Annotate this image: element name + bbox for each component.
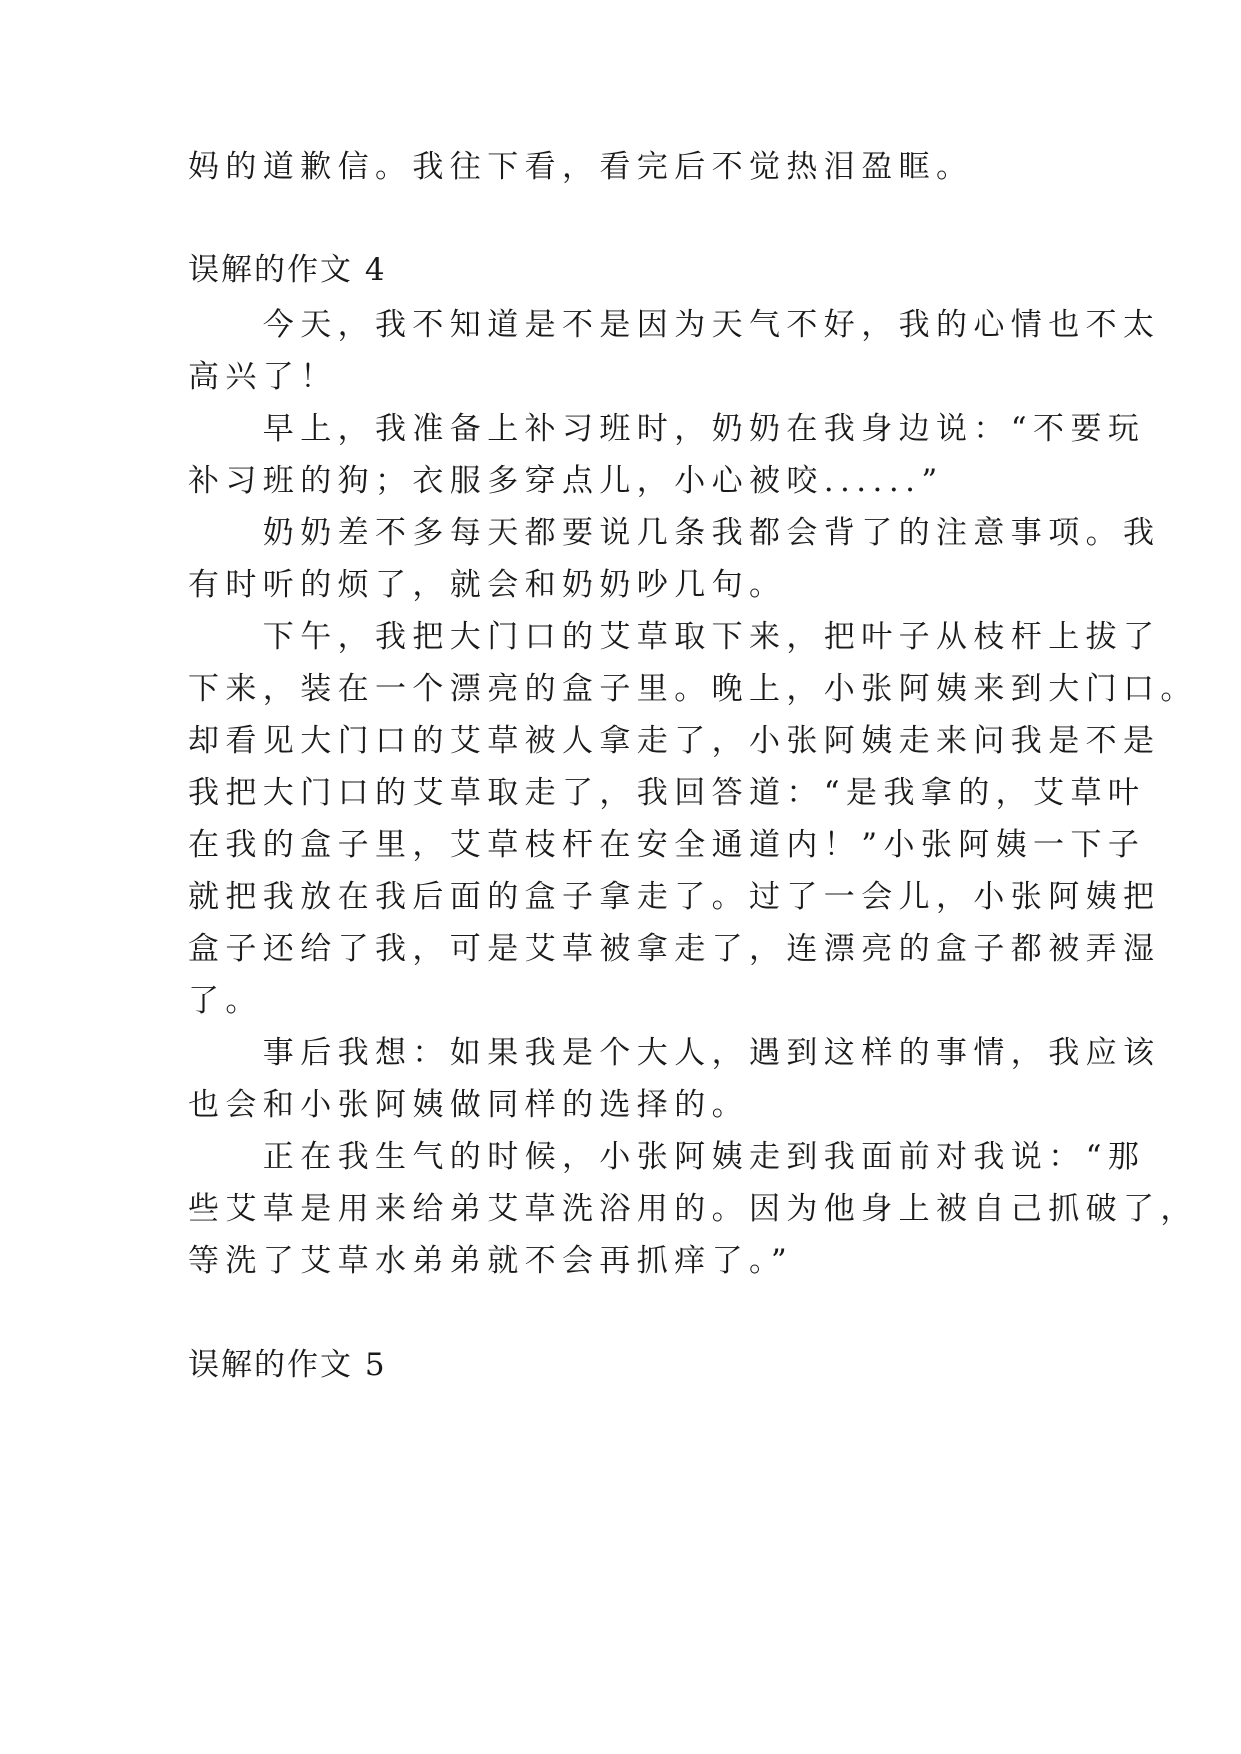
text-line: 早上，我准备上补习班时，奶奶在我身边说：“不要玩 [188,411,1146,447]
continuation-line: 妈的道歉信。我往下看，看完后不觉热泪盈眶。 [188,149,974,185]
text-line: 高兴了！ [188,359,338,395]
text-line: 事后我想：如果我是个大人，遇到这样的事情，我应该 [188,1035,1161,1071]
text-line: 补习班的狗；衣服多穿点儿，小心被咬......” [188,463,944,499]
text-line: 盒子还给了我，可是艾草被拿走了，连漂亮的盒子都被弄湿 [188,931,1161,967]
text-line: 却看见大门口的艾草被人拿走了，小张阿姨走来问我是不是 [188,723,1161,759]
text-line: 有时听的烦了，就会和奶奶吵几句。 [188,567,787,603]
text-line: 我把大门口的艾草取走了，我回答道：“是我拿的，艾草叶 [188,775,1146,811]
text-line: 就把我放在我后面的盒子拿走了。过了一会儿，小张阿姨把 [188,879,1161,915]
text-line: 了。 [188,983,263,1019]
essay-4-title: 误解的作文 4 [188,252,387,288]
text-line: 些艾草是用来给弟艾草洗浴用的。因为他身上被自己抓破了， [188,1191,1198,1227]
text-line: 奶奶差不多每天都要说几条我都会背了的注意事项。我 [188,515,1161,551]
text-line: 正在我生气的时候，小张阿姨走到我面前对我说：“那 [188,1139,1146,1175]
text-line: 下来，装在一个漂亮的盒子里。晚上，小张阿姨来到大门口。 [188,671,1198,707]
essay-5-title: 误解的作文 5 [188,1347,387,1383]
text-line: 等洗了艾草水弟弟就不会再抓痒了。” [188,1243,794,1279]
text-line: 也会和小张阿姨做同样的选择的。 [188,1087,749,1123]
text-line: 在我的盒子里，艾草枝杆在安全通道内！”小张阿姨一下子 [188,827,1146,863]
text-line: 今天，我不知道是不是因为天气不好，我的心情也不太 [188,307,1161,343]
text-line: 下午，我把大门口的艾草取下来，把叶子从枝杆上拔了 [188,619,1161,655]
